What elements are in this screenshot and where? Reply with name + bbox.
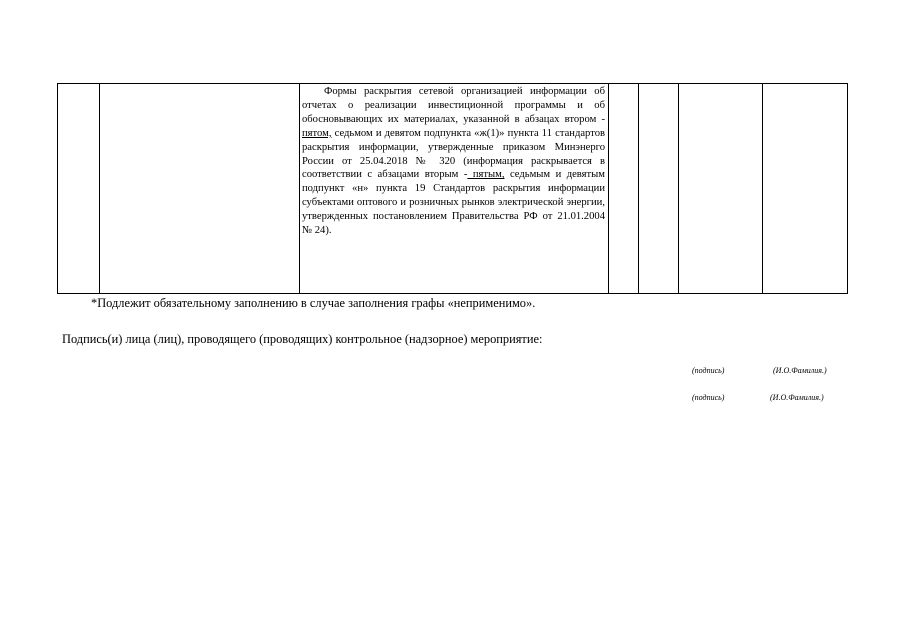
table-cell-requirement bbox=[100, 84, 300, 294]
inspection-table bbox=[57, 83, 848, 294]
table-cell-notes bbox=[763, 84, 848, 294]
legal-text-underlined-1: пятом, bbox=[302, 127, 332, 139]
legal-text-underlined-2: пятым, bbox=[467, 169, 505, 181]
table-cell-no bbox=[639, 84, 679, 294]
signature-name-1: (И.О.Фамилия.) bbox=[773, 366, 827, 375]
signature-name-2: (И.О.Фамилия.) bbox=[770, 393, 824, 402]
footnote: *Подлежит обязательному заполнению в случае заполнения графы «неприменимо». bbox=[91, 296, 536, 310]
table-cell-legal-reference bbox=[300, 84, 609, 294]
table-cell-number bbox=[58, 84, 100, 294]
signature-label-2: (подпись) bbox=[692, 393, 725, 402]
signature-caption: Подпись(и) лица (лиц), проводящего (проводящих) контрольное (надзорное) мероприятие: bbox=[62, 332, 543, 346]
legal-reference-text bbox=[300, 84, 608, 238]
signature-label-1: (подпись) bbox=[692, 366, 725, 375]
legal-text-part-1: Формы раскрытия сетевой организацией информации об отчетах о реализации инвестиционной программы и об обосновывающих их материалах, указанной в абзацах втором - bbox=[302, 86, 605, 125]
table-cell-yes bbox=[609, 84, 639, 294]
legal-text-part-3: седьмым и девятым подпункт «н» пункта 19 Стандартов раскрытия информации субъектами оптового и розничных рынков электрической энергии, утвержденных постановлением Правительства РФ от 21.01.2004 № 24). bbox=[302, 169, 605, 237]
legal-text-part-2: седьмом и девятом подпункта «ж(1)» пункта 11 стандартов раскрытия информации, утвержденные приказом Минэнерго России от 25.04.2018 № 320 (информация раскрывается в соответствии с абзацами вторым - bbox=[302, 127, 605, 181]
table-cell-not-applicable bbox=[679, 84, 763, 294]
table-row bbox=[58, 84, 848, 294]
